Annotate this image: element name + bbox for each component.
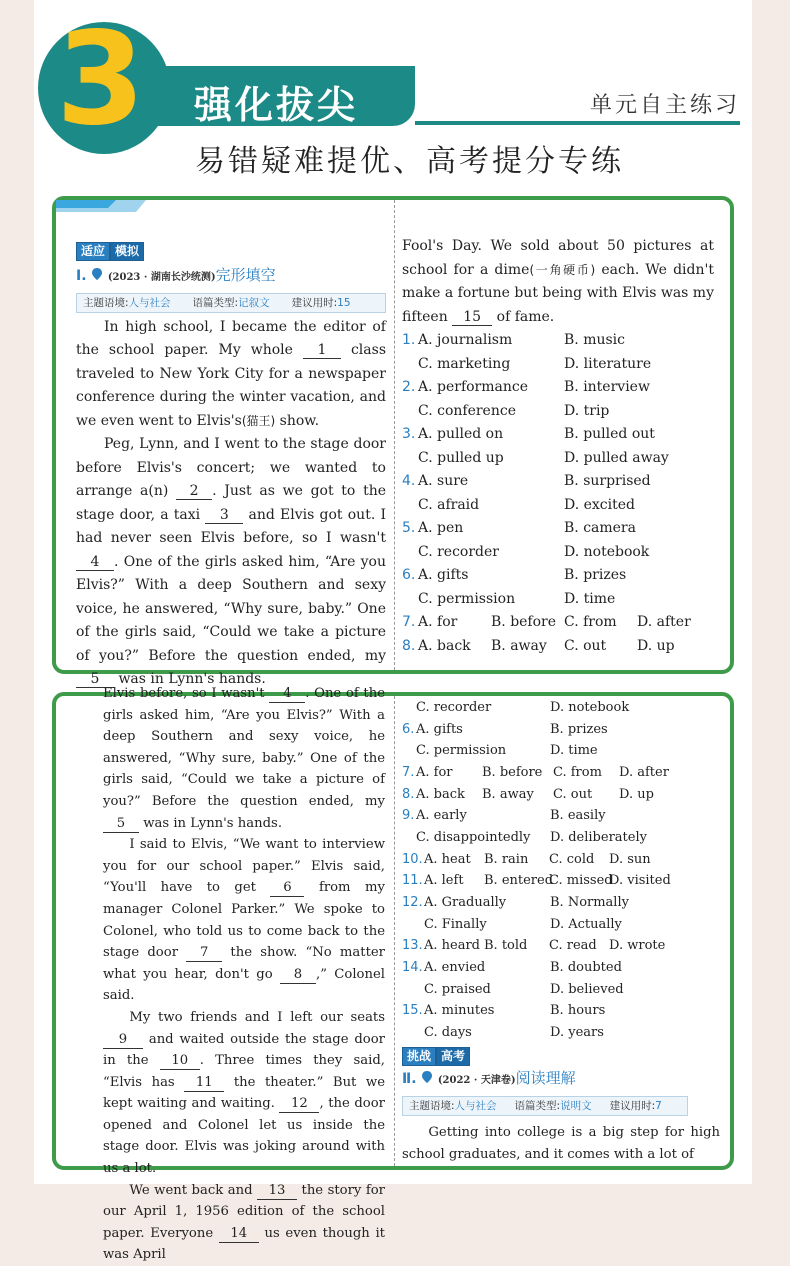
tagline: 易错疑难提优、高考提分专练 xyxy=(195,144,624,179)
option-row xyxy=(402,517,714,541)
option-c[interactable]: C. from xyxy=(553,764,602,780)
blank-5[interactable]: 5 xyxy=(76,671,114,688)
genre-label: 语篇类型: xyxy=(192,296,239,309)
theme-value: 人与社会 xyxy=(454,1100,497,1113)
blank-9[interactable]: 9 xyxy=(103,1032,143,1049)
option-row xyxy=(402,353,714,377)
option-a[interactable]: A. for xyxy=(418,614,458,630)
option-c[interactable]: C. missed xyxy=(549,873,613,889)
option-row xyxy=(402,870,720,892)
option-b[interactable]: B. rain xyxy=(484,851,529,867)
option-row xyxy=(402,470,714,494)
option-d[interactable]: D. notebook xyxy=(564,543,650,560)
option-row xyxy=(402,979,720,1001)
option-d[interactable]: D. visited xyxy=(609,873,671,889)
option-c[interactable]: C. days xyxy=(424,1024,472,1040)
blank-10[interactable]: 10 xyxy=(160,1053,200,1070)
option-c[interactable]: C. recorder xyxy=(416,700,492,715)
blank-12[interactable]: 12 xyxy=(279,1096,319,1113)
option-c[interactable]: C. permission xyxy=(416,743,507,759)
paragraph: Peg, Lynn, and I went to the stage door before Elvis's concert; we wanted to arrange a(n) 2 . Just as we got to the stage door, a taxi 3 and Elvis got out. I had never seen Elvis before, so I wasn't 4 . One of the girls asked him, “Are you Elvis?” With a deep Southern and sexy voice, he answered, “Why sure, baby.” One of the girls said, “Could we take a picture of you?” Before the question ended, my 5 was in Lynn's hands. xyxy=(76,436,386,687)
option-d[interactable]: D. excited xyxy=(564,496,635,513)
option-row xyxy=(402,849,720,871)
option-c[interactable]: C. cold xyxy=(549,851,595,867)
map-pin-icon xyxy=(91,268,104,280)
badge-simulate: 模拟 xyxy=(110,242,144,261)
option-b[interactable]: B. away xyxy=(482,786,534,802)
option-a[interactable]: A. pen xyxy=(418,520,464,536)
option-a[interactable]: A. performance xyxy=(418,379,529,395)
option-d[interactable]: D. wrote xyxy=(609,938,666,954)
option-c[interactable]: C. Finally xyxy=(424,916,487,932)
option-row xyxy=(402,635,714,659)
option-b[interactable]: B. before xyxy=(482,764,543,780)
paragraph: My two friends and I left our seats 9 and waited outside the stage door in the 10 . Three times they said, “Elvis has 11 the theater.” But we kept waiting and waiting. 12 , the door opened and Colonel let us inside the stage door. Elvis was joking around with us a lot. xyxy=(103,1009,385,1177)
option-c[interactable]: C. pulled up xyxy=(418,449,504,466)
option-row xyxy=(402,805,720,827)
option-row xyxy=(402,400,714,424)
option-b[interactable]: B. Normally xyxy=(550,894,629,910)
question-number: 10. xyxy=(402,851,423,867)
blank-6[interactable]: 6 xyxy=(270,880,304,897)
section-type: 阅读理解 xyxy=(515,1069,576,1088)
right-column xyxy=(402,235,714,658)
option-a[interactable]: A. minutes xyxy=(424,1003,495,1019)
option-row xyxy=(402,762,720,784)
question-number: 11. xyxy=(402,873,423,889)
option-b[interactable]: B. surprised xyxy=(564,473,651,489)
blank-13[interactable]: 13 xyxy=(257,1183,297,1200)
option-d[interactable]: D. time xyxy=(550,743,598,759)
blank-7[interactable]: 7 xyxy=(186,945,222,962)
option-b[interactable]: B. away xyxy=(491,637,547,654)
option-b[interactable]: B. camera xyxy=(564,520,636,536)
option-row xyxy=(402,957,720,979)
blank-11[interactable]: 11 xyxy=(184,1075,224,1092)
page-panel-bottom[interactable] xyxy=(52,686,734,1263)
option-row xyxy=(402,914,720,936)
option-c[interactable]: C. read xyxy=(549,938,597,954)
option-c[interactable]: C. from xyxy=(564,614,617,630)
paragraph: I said to Elvis, “We want to interview you for our school paper.” Elvis said, “You'll have to get 6 from my manager Colonel Parker.” We spoke to Colonel, who told us to come back to the stage door 7 the show. “No matter what you hear, don't go 8 ,” Colonel said. xyxy=(103,837,385,1004)
option-row xyxy=(402,827,720,849)
section-heading xyxy=(76,264,386,289)
question-number: 3. xyxy=(402,426,416,442)
blank-3[interactable]: 3 xyxy=(205,507,243,524)
option-c[interactable]: C. recorder xyxy=(418,543,499,560)
option-row xyxy=(402,423,714,447)
option-b[interactable]: B. prizes xyxy=(550,721,608,737)
section-badges xyxy=(76,240,386,264)
option-row xyxy=(402,697,720,719)
option-c[interactable]: C. afraid xyxy=(418,496,480,513)
option-c[interactable]: C. praised xyxy=(424,981,491,997)
corner-decoration-icon xyxy=(56,200,146,212)
question-number: 12. xyxy=(402,894,423,910)
option-a[interactable]: A. gifts xyxy=(416,721,463,737)
section-source: (2023 · 湖南长沙统测) xyxy=(107,271,216,283)
section-title: 强化拔尖 xyxy=(194,83,359,127)
option-d[interactable]: D. deliberately xyxy=(550,829,647,845)
option-a[interactable]: A. heard xyxy=(424,938,481,954)
option-b[interactable]: B. prizes xyxy=(564,567,627,583)
header-divider xyxy=(415,121,740,125)
option-a[interactable]: A. left xyxy=(424,873,464,889)
option-d[interactable]: D. years xyxy=(550,1024,604,1040)
option-row xyxy=(402,447,714,471)
option-b[interactable]: B. music xyxy=(564,332,625,348)
option-row xyxy=(402,719,720,741)
question-number: 7. xyxy=(402,764,415,780)
title-bar xyxy=(150,66,415,126)
option-b[interactable]: B. entered xyxy=(484,873,554,889)
theme-value: 人与社会 xyxy=(128,296,171,309)
unit-practice-label: 单元自主练习 xyxy=(590,93,741,118)
theme-label: 主题语境: xyxy=(83,296,129,309)
left-column xyxy=(76,240,386,692)
section-type: 完形填空 xyxy=(215,265,276,284)
option-d[interactable]: D. time xyxy=(564,590,616,607)
option-a[interactable]: A. heat xyxy=(424,851,471,867)
option-row xyxy=(402,892,720,914)
option-row xyxy=(402,329,714,353)
option-row xyxy=(402,564,714,588)
question-number: 1. xyxy=(402,332,416,348)
option-d[interactable]: D. up xyxy=(637,637,675,654)
option-row xyxy=(402,784,720,806)
question-number: 2. xyxy=(402,379,416,395)
blank-14[interactable]: 14 xyxy=(219,1226,259,1243)
option-a[interactable]: A. Gradually xyxy=(424,894,507,910)
time-label: 建议用时: xyxy=(609,1100,656,1113)
question-number: 9. xyxy=(402,808,415,824)
option-d[interactable]: D. after xyxy=(637,614,691,630)
page-panel-top[interactable] xyxy=(52,196,734,687)
question-number: 15. xyxy=(402,1003,423,1019)
genre-value: 说明文 xyxy=(560,1100,592,1113)
time-value: 7 xyxy=(655,1100,662,1113)
option-row xyxy=(402,1022,720,1044)
section-source: (2022 · 天津卷) xyxy=(437,1075,516,1087)
option-d[interactable]: D. literature xyxy=(564,355,652,372)
option-a[interactable]: A. back xyxy=(416,786,465,802)
option-d[interactable]: D. up xyxy=(619,786,654,802)
section-number: 3 xyxy=(56,5,146,154)
option-d[interactable]: D. trip xyxy=(564,402,610,419)
option-d[interactable]: D. believed xyxy=(550,981,624,997)
option-c[interactable]: C. out xyxy=(553,786,593,802)
question-number: 8. xyxy=(402,786,415,802)
option-d[interactable]: D. pulled away xyxy=(564,449,669,466)
option-row xyxy=(402,588,714,612)
option-a[interactable]: A. early xyxy=(416,808,467,824)
column-divider xyxy=(394,696,395,1166)
left-column xyxy=(103,683,385,1266)
column-divider xyxy=(394,200,395,670)
badge-gaokao: 高考 xyxy=(436,1047,470,1066)
option-a[interactable]: A. pulled on xyxy=(418,426,504,442)
blank-15[interactable]: 15 xyxy=(452,309,492,326)
blank-1[interactable]: 1 xyxy=(303,342,341,359)
question-number: 6. xyxy=(402,567,416,583)
paragraph: Elvis before, so I wasn't 4 . One of the girls asked him, “Are you Elvis?” With a deep Southern and sexy voice, he answered, “Why sure, baby.” One of the girls said, “Could we take a picture of you?” Before the question ended, my 5 was in Lynn's hands. xyxy=(103,686,386,831)
question-number: 5. xyxy=(402,520,416,536)
time-value: 15 xyxy=(337,296,351,309)
option-b[interactable]: B. easily xyxy=(550,808,606,824)
blank-4[interactable]: 4 xyxy=(269,686,305,703)
section-badges xyxy=(402,1046,720,1068)
right-column xyxy=(402,697,720,1165)
option-a[interactable]: A. back xyxy=(418,637,471,654)
option-d[interactable]: D. notebook xyxy=(550,700,630,715)
question-number: 4. xyxy=(402,473,416,489)
badge-adapt: 适应 xyxy=(76,242,110,261)
question-number: 8. xyxy=(402,637,416,654)
option-b[interactable]: B. told xyxy=(484,938,528,954)
paragraph: Getting into college is a big step for high school graduates, and it comes with a lot of xyxy=(402,1125,720,1162)
option-b[interactable]: B. hours xyxy=(550,1003,606,1019)
info-box xyxy=(402,1096,688,1116)
option-c[interactable]: C. marketing xyxy=(418,355,511,372)
option-a[interactable]: A. envied xyxy=(424,959,486,975)
blank-8[interactable]: 8 xyxy=(280,967,316,984)
section-heading xyxy=(402,1067,720,1092)
option-b[interactable]: B. pulled out xyxy=(564,426,655,442)
options-list xyxy=(402,329,714,658)
badge-challenge: 挑战 xyxy=(402,1047,436,1066)
option-c[interactable]: C. conference xyxy=(418,402,516,419)
option-a[interactable]: A. sure xyxy=(418,473,469,489)
options-list xyxy=(402,697,720,1044)
question-number: 13. xyxy=(402,938,423,954)
option-row xyxy=(402,935,720,957)
section-roman: Ⅰ. xyxy=(76,267,87,284)
option-row xyxy=(402,1000,720,1022)
blank-4[interactable]: 4 xyxy=(76,554,114,571)
option-b[interactable]: B. before xyxy=(491,614,557,630)
option-d[interactable]: D. Actually xyxy=(550,916,622,932)
option-row xyxy=(402,611,714,635)
question-number: 6. xyxy=(402,721,415,737)
paragraph: Fool's Day. We sold about 50 pictures at school for a dime(一角硬币) each. We didn't make a fortune but being with Elvis was my fifteen 15 of fame. xyxy=(402,238,714,325)
option-row xyxy=(402,541,714,565)
theme-label: 主题语境: xyxy=(409,1100,455,1113)
option-a[interactable]: A. for xyxy=(416,764,453,780)
question-number: 14. xyxy=(402,959,423,975)
option-row xyxy=(402,376,714,400)
map-pin-icon xyxy=(421,1071,434,1083)
time-label: 建议用时: xyxy=(291,296,338,309)
option-row xyxy=(402,494,714,518)
genre-label: 语篇类型: xyxy=(514,1100,561,1113)
info-box xyxy=(76,293,386,313)
option-b[interactable]: B. doubted xyxy=(550,959,622,975)
genre-value: 记叙文 xyxy=(238,296,270,309)
option-c[interactable]: C. permission xyxy=(418,590,516,607)
option-b[interactable]: B. interview xyxy=(564,379,650,395)
option-c[interactable]: C. out xyxy=(564,637,607,654)
option-d[interactable]: D. after xyxy=(619,764,669,780)
paragraph: We went back and 13 the story for our April 1, 1956 edition of the school paper. Everyone 14 us even though it was April xyxy=(103,1182,385,1263)
blank-2[interactable]: 2 xyxy=(176,483,212,500)
paragraph: In high school, I became the editor of the school paper. My whole 1 class traveled to New York City for a newspaper conference during the winter vacation, and we even went to Elvis's(猫王) show. xyxy=(76,318,387,429)
passage-text xyxy=(76,316,386,692)
blank-5[interactable]: 5 xyxy=(103,816,139,833)
option-row xyxy=(402,740,720,762)
option-a[interactable]: A. journalism xyxy=(418,332,513,348)
option-d[interactable]: D. sun xyxy=(609,851,651,867)
question-number: 7. xyxy=(402,614,416,630)
option-a[interactable]: A. gifts xyxy=(418,567,469,583)
section-roman: Ⅱ. xyxy=(402,1071,417,1088)
option-c[interactable]: C. disappointedly xyxy=(416,829,531,845)
